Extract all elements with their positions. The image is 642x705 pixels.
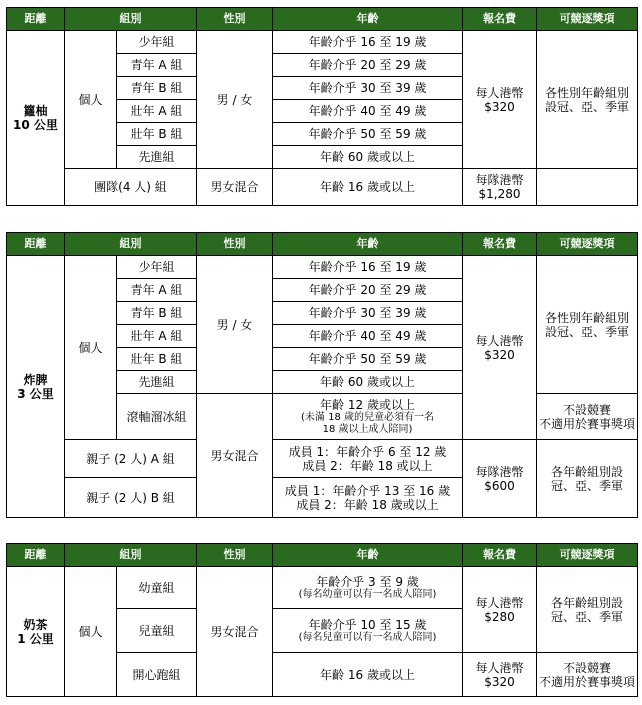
- group-name: 先進組: [117, 146, 197, 169]
- header-distance: 距離: [7, 544, 65, 567]
- pair-b-age: 成員 1：年齡介乎 13 至 16 歲 成員 2：年齡 18 歲或以上: [273, 478, 463, 518]
- child-age-cell: [273, 609, 463, 653]
- team-fee: 每隊港幣 $1,280: [463, 169, 537, 206]
- pair-gender-cell: 男女混合: [197, 394, 273, 518]
- fun-age: 年齡 16 歲或以上: [273, 653, 463, 697]
- header-gender: 性別: [197, 233, 273, 256]
- skate-age-note: (未滿 18 歲的兒童必須有一名 18 歲以上成人陪同): [301, 411, 434, 435]
- gender-cell: 男 / 女: [197, 31, 273, 169]
- fun-fee: 每人港幣 $320: [463, 653, 537, 697]
- skate-award: 不設競賽 不適用於賽事獎項: [537, 394, 638, 440]
- header-gender: 性別: [197, 8, 273, 31]
- group-age: 年齡介乎 40 至 49 歲: [273, 325, 463, 348]
- group-age: 年齡 60 歲或以上: [273, 371, 463, 394]
- header-age: 年齡: [273, 233, 463, 256]
- distance-cell: [7, 31, 65, 206]
- skate-age-cell: [273, 394, 463, 440]
- toddler-age-note: (每名幼童可以有一名成人陪同): [298, 588, 437, 600]
- header-fee: 報名費: [463, 8, 537, 31]
- group-age: 年齡介乎 50 至 59 歲: [273, 123, 463, 146]
- group-age: 年齡介乎 16 至 19 歲: [273, 256, 463, 279]
- fun-name: 開心跑組: [117, 653, 197, 697]
- group-age: 年齡 60 歲或以上: [273, 146, 463, 169]
- pair-fee: 每隊港幣 $600: [463, 440, 537, 518]
- header-gender: 性別: [197, 544, 273, 567]
- team-gender: 男女混合: [197, 169, 273, 206]
- fun-award: 不設競賽 不適用於賽事獎項: [537, 653, 638, 697]
- toddler-name: 幼童組: [117, 567, 197, 609]
- header-category: 組別: [65, 233, 197, 256]
- group-age: 年齡介乎 30 至 39 歲: [273, 302, 463, 325]
- group-age: 年齡介乎 30 至 39 歲: [273, 77, 463, 100]
- group-name: 少年組: [117, 256, 197, 279]
- toddler-age: 年齡介乎 3 至 9 歲: [316, 574, 419, 589]
- group-age: 年齡介乎 20 至 29 歲: [273, 279, 463, 302]
- race-table-10k: [6, 7, 638, 206]
- skate-age: 年齡 12 歲或以上: [320, 397, 415, 412]
- header-row: [7, 233, 638, 256]
- individual-cell: 個人: [65, 31, 117, 169]
- group-name: 先進組: [117, 371, 197, 394]
- group-name: 壯年 B 組: [117, 123, 197, 146]
- pair-award: 各年齡組別設冠、亞、季軍: [537, 440, 638, 518]
- child-name: 兒童組: [117, 609, 197, 653]
- distance-cell: [7, 567, 65, 697]
- header-award: 可競逐獎項: [537, 233, 638, 256]
- header-row: [7, 544, 638, 567]
- kids-fee: 每人港幣 $280: [463, 567, 537, 653]
- individual-cell: 個人: [65, 567, 117, 697]
- header-row: [7, 8, 638, 31]
- distance-label: 奶茶 1 公里: [17, 617, 54, 646]
- group-age: 年齡介乎 20 至 29 歲: [273, 54, 463, 77]
- child-age-note: (每名兒童可以有一名成人陪同): [298, 631, 437, 643]
- skate-name: 滾軸溜冰組: [117, 394, 197, 440]
- race-table-3k: [6, 232, 638, 518]
- child-age: 年齡介乎 10 至 15 歲: [308, 617, 427, 632]
- group-age: 年齡介乎 50 至 59 歲: [273, 348, 463, 371]
- distance-label: 籮柚 10 公里: [13, 104, 58, 132]
- award-cell: 各性別年齡組別設冠、亞、季軍: [537, 31, 638, 169]
- group-age: 年齡介乎 16 至 19 歲: [273, 31, 463, 54]
- pair-a-age: 成員 1：年齡介乎 6 至 12 歲 成員 2：年齡 18 或以上: [273, 440, 463, 478]
- group-name: 青年 A 組: [117, 54, 197, 77]
- distance-cell: [7, 256, 65, 518]
- award-cell: 各性別年齡組別設冠、亞、季軍: [537, 256, 638, 394]
- header-category: 組別: [65, 544, 197, 567]
- fee-cell: 每人港幣 $320: [463, 256, 537, 440]
- header-category: 組別: [65, 8, 197, 31]
- gender-cell: 男女混合: [197, 567, 273, 697]
- gender-cell: 男 / 女: [197, 256, 273, 394]
- header-fee: 報名費: [463, 544, 537, 567]
- group-name: 壯年 B 組: [117, 348, 197, 371]
- pair-a-name: 親子 (2 人) A 組: [65, 440, 197, 478]
- race-table-1k: [6, 543, 638, 697]
- group-name: 青年 A 組: [117, 279, 197, 302]
- toddler-age-cell: [273, 567, 463, 609]
- header-fee: 報名費: [463, 233, 537, 256]
- group-age: 年齡介乎 40 至 49 歲: [273, 100, 463, 123]
- distance-label: 炸脾 3 公里: [17, 372, 54, 401]
- header-award: 可競逐獎項: [537, 544, 638, 567]
- group-name: 壯年 A 組: [117, 325, 197, 348]
- fee-cell: 每人港幣 $320: [463, 31, 537, 169]
- kids-award: 各年齡組別設冠、亞、季軍: [537, 567, 638, 653]
- team-award-empty: [537, 169, 638, 206]
- header-age: 年齡: [273, 544, 463, 567]
- team-name: 團隊(4 人) 組: [65, 169, 197, 206]
- header-distance: 距離: [7, 233, 65, 256]
- group-name: 青年 B 組: [117, 77, 197, 100]
- team-age: 年齡 16 歲或以上: [273, 169, 463, 206]
- header-age: 年齡: [273, 8, 463, 31]
- group-name: 壯年 A 組: [117, 100, 197, 123]
- header-award: 可競逐獎項: [537, 8, 638, 31]
- group-name: 青年 B 組: [117, 302, 197, 325]
- group-name: 少年組: [117, 31, 197, 54]
- header-distance: 距離: [7, 8, 65, 31]
- individual-cell: 個人: [65, 256, 117, 440]
- pair-b-name: 親子 (2 人) B 組: [65, 478, 197, 518]
